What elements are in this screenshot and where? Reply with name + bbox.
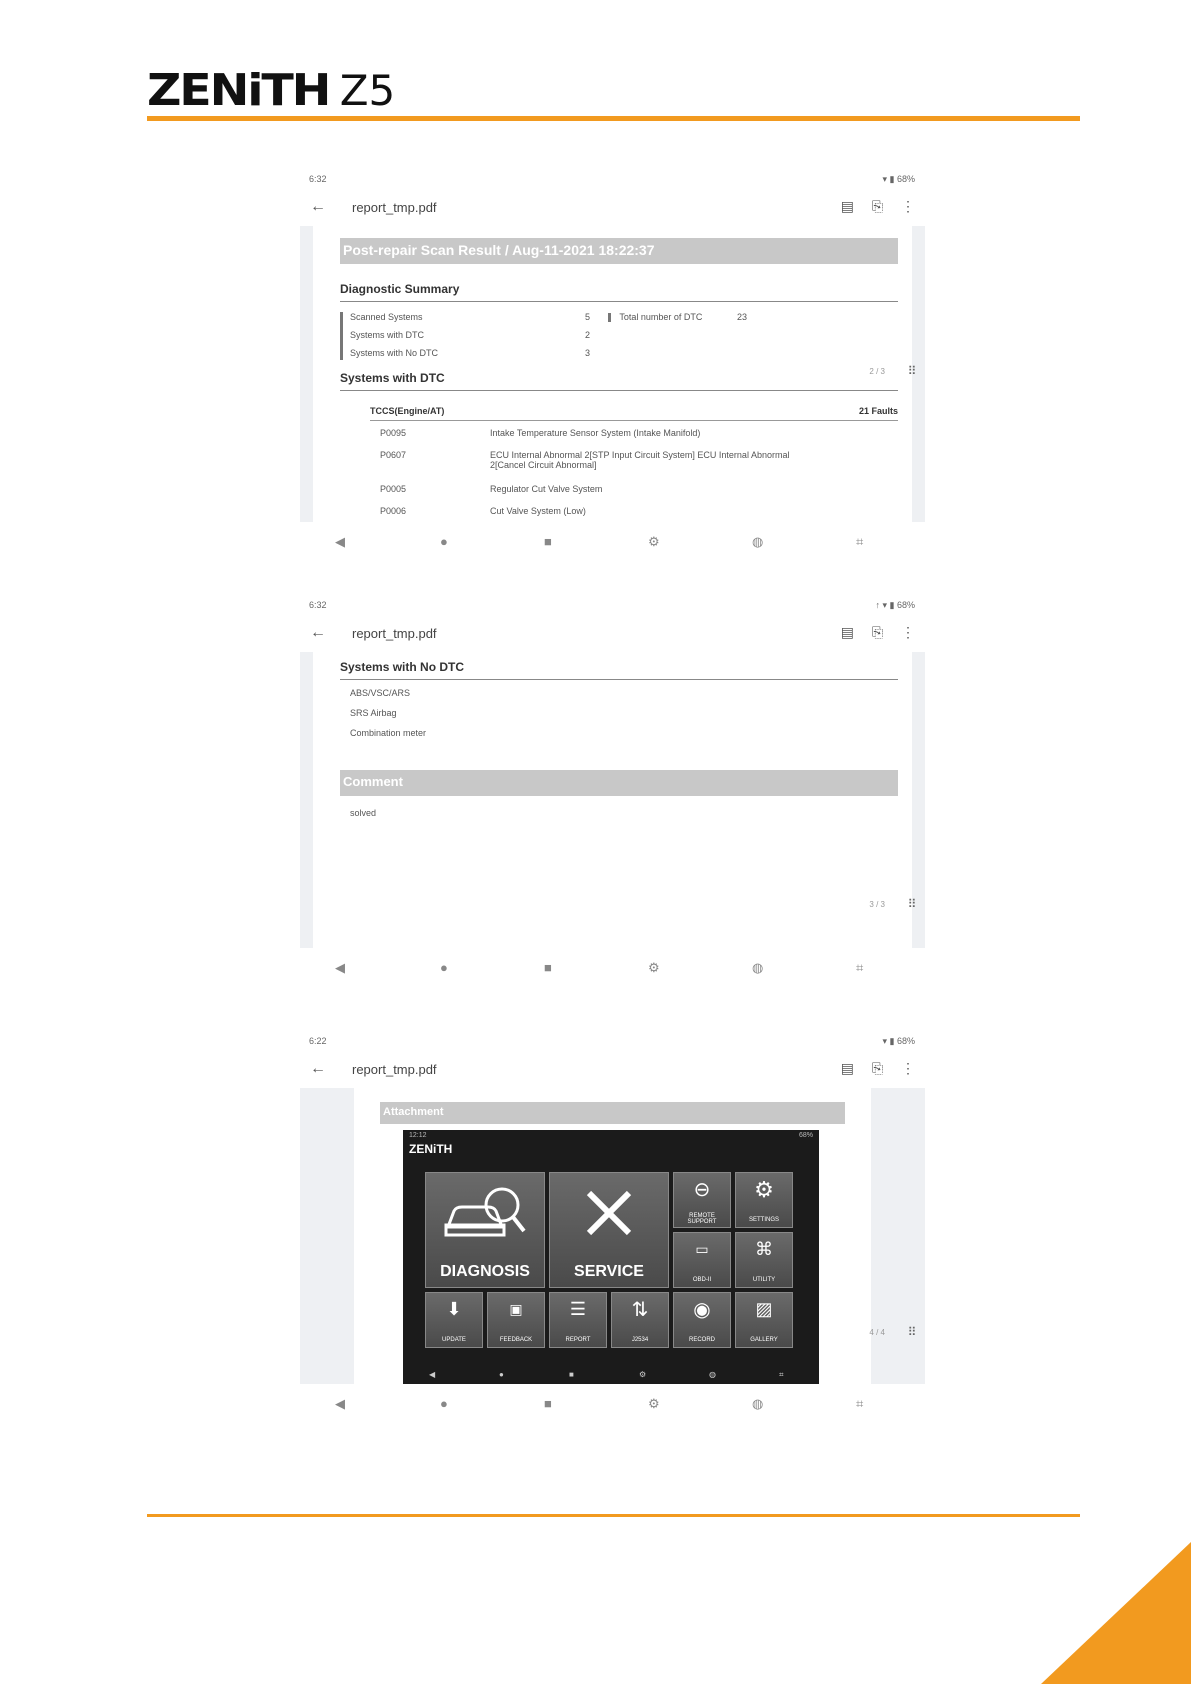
feedback-tile[interactable] (487, 1292, 545, 1348)
back-triangle-icon[interactable]: ◀ (429, 1370, 436, 1379)
utility-icon: ⌘ (755, 1239, 773, 1259)
nav-bar (300, 522, 925, 562)
no-dtc-item: Combination meter (350, 728, 427, 738)
logo-brand: ZENiTH (147, 65, 330, 116)
fault-code: P0005 (380, 484, 407, 494)
systems-no-dtc-heading: Systems with No DTC (340, 660, 898, 680)
home-dot-icon[interactable]: ● (499, 1370, 504, 1379)
attachment-bar: Attachment (380, 1102, 845, 1124)
home-dot-icon[interactable]: ● (440, 960, 448, 975)
file-name: report_tmp.pdf (352, 626, 437, 641)
summary-row (350, 348, 591, 358)
inner-brand: ZENiTH (409, 1142, 453, 1156)
screenshot-icon[interactable]: ⌗ (856, 1396, 864, 1411)
share-icon[interactable]: ⎘ (871, 1060, 884, 1076)
grip-icon[interactable]: ⠿ (907, 1325, 917, 1339)
tile-label: SERVICE (574, 1263, 644, 1280)
screenshot-3 (300, 1030, 925, 1426)
chrome-icon[interactable]: ◍ (709, 1370, 716, 1379)
tile-label: REPORT (565, 1337, 591, 1343)
app-bar (300, 616, 925, 652)
page-indicator: 4 / 4 (869, 1328, 885, 1337)
j2534-tile[interactable] (611, 1292, 669, 1348)
gallery-tile[interactable] (735, 1292, 793, 1348)
obd-icon: ▭ (695, 1241, 709, 1257)
gear-icon[interactable]: ⚙ (648, 1396, 660, 1411)
app-bar (300, 190, 925, 226)
fault-desc: Intake Temperature Sensor System (Intake Manifold) (490, 428, 701, 438)
pdf-page (354, 1088, 871, 1384)
settings-tile[interactable] (735, 1172, 793, 1228)
gear-icon[interactable]: ⚙ (648, 534, 660, 549)
fault-code: P0607 (380, 450, 407, 460)
fault-row (380, 506, 830, 516)
pdf-viewer[interactable] (300, 652, 925, 948)
grip-icon[interactable]: ⠿ (907, 364, 917, 378)
tile-label: UPDATE (442, 1337, 466, 1343)
fault-desc: Cut Valve System (Low) (490, 506, 586, 516)
status-bar (300, 594, 925, 616)
pdf-viewer[interactable] (300, 226, 925, 522)
remote-icon: ⊖ (693, 1179, 711, 1201)
total-dtc-label: Total number of DTC (619, 312, 703, 322)
nav-bar (300, 1384, 925, 1424)
summary-label: Scanned Systems (350, 312, 423, 322)
report-icon: ☰ (569, 1299, 587, 1319)
inner-nav-bar (403, 1366, 819, 1384)
more-vert-icon[interactable]: ⋮ (901, 624, 915, 640)
recents-square-icon[interactable]: ■ (544, 960, 552, 975)
page-indicator: 2 / 3 (869, 367, 885, 376)
record-tile[interactable] (673, 1292, 731, 1348)
back-triangle-icon[interactable]: ◀ (335, 534, 345, 549)
home-dot-icon[interactable]: ● (440, 534, 448, 549)
back-arrow-icon[interactable]: ← (310, 1060, 326, 1077)
screenshot-1 (300, 168, 925, 564)
log-icon: ▣ (509, 1301, 523, 1317)
fault-desc: ECU Internal Abnormal 2[STP Input Circuit System] ECU Internal Abnormal 2[Cancel Circuit Abnormal] (490, 450, 790, 470)
tile-label: UTILITY (752, 1277, 776, 1283)
back-triangle-icon[interactable]: ◀ (335, 960, 345, 975)
screenshot-2 (300, 594, 925, 990)
screenshot-icon[interactable]: ⌗ (856, 960, 864, 975)
comment-text: solved (350, 808, 377, 818)
system-header (370, 406, 898, 421)
chrome-icon[interactable]: ◍ (752, 1396, 764, 1411)
share-icon[interactable]: ⎘ (871, 624, 884, 640)
service-tile[interactable] (549, 1172, 669, 1288)
no-dtc-item: SRS Airbag (350, 708, 397, 718)
logo-model: Z5 (339, 66, 396, 115)
update-tile[interactable] (425, 1292, 483, 1348)
image-icon: ▨ (755, 1299, 773, 1319)
home-dot-icon[interactable]: ● (440, 1396, 448, 1411)
status-bar (300, 168, 925, 190)
system-name: TCCS(Engine/AT) (370, 406, 445, 416)
summary-row (350, 312, 591, 322)
inner-status-time: 12:12 (409, 1132, 427, 1139)
summary-value: 3 (585, 348, 591, 358)
document-icon[interactable]: ▤ (840, 1060, 855, 1076)
screenshot-icon[interactable]: ⌗ (779, 1370, 784, 1379)
back-arrow-icon[interactable]: ← (310, 198, 326, 215)
utility-tile[interactable] (735, 1232, 793, 1288)
comment-bar: Comment (340, 770, 898, 796)
inner-status-right: 68% (798, 1132, 813, 1139)
record-icon: ◉ (693, 1299, 711, 1321)
total-dtc (608, 312, 768, 322)
status-indicators: ▾ ▮ 68% (882, 174, 915, 184)
document-icon[interactable]: ▤ (840, 198, 855, 214)
diagnostic-summary-heading: Diagnostic Summary (340, 282, 898, 302)
back-triangle-icon[interactable]: ◀ (335, 1396, 345, 1411)
report-title-bar: Post-repair Scan Result / Aug-11-2021 18:22:37 (340, 238, 898, 264)
fault-row (380, 484, 830, 494)
arrows-icon: ⇅ (631, 1299, 649, 1321)
document-icon[interactable]: ▤ (840, 624, 855, 640)
download-icon: ⬇ (446, 1299, 462, 1319)
more-vert-icon[interactable]: ⋮ (901, 1060, 915, 1076)
gear-icon: ⚙ (754, 1177, 774, 1202)
tile-label: DIAGNOSIS (440, 1263, 530, 1280)
status-time: 6:32 (309, 600, 327, 610)
systems-with-dtc-heading: Systems with DTC (340, 371, 898, 391)
tile-label: RECORD (688, 1337, 715, 1343)
tile-label: SETTINGS (748, 1217, 779, 1223)
remote-support-tile[interactable] (673, 1172, 731, 1228)
pdf-page (313, 652, 912, 948)
tile-label: OBD-II (692, 1277, 712, 1283)
status-bar (300, 1030, 925, 1052)
tile-label: REMOTE SUPPORT (687, 1213, 717, 1225)
status-time: 6:32 (309, 174, 327, 184)
fault-row (380, 450, 830, 470)
report-tile[interactable] (549, 1292, 607, 1348)
footer-rule (147, 1514, 1080, 1517)
gear-icon[interactable]: ⚙ (639, 1370, 647, 1379)
total-dtc-value: 23 (737, 312, 748, 322)
summary-value: 2 (585, 330, 591, 340)
file-name: report_tmp.pdf (352, 1062, 437, 1077)
tile-label: J2534 (631, 1337, 649, 1343)
pdf-page (313, 226, 912, 522)
fault-code: P0006 (380, 506, 407, 516)
attachment-image (403, 1130, 819, 1384)
file-name: report_tmp.pdf (352, 200, 437, 215)
header-rule (147, 116, 1080, 121)
obd-tile[interactable] (673, 1232, 731, 1288)
no-dtc-item: ABS/VSC/ARS (350, 688, 411, 698)
nav-bar (300, 948, 925, 988)
summary-block (340, 312, 343, 360)
summary-label: Systems with No DTC (350, 348, 439, 358)
tools-icon (579, 1183, 639, 1243)
status-time: 6:22 (309, 1036, 327, 1046)
tile-label: GALLERY (750, 1337, 778, 1343)
app-bar (300, 1052, 925, 1088)
fault-code: P0095 (380, 428, 407, 438)
status-indicators: ▾ ▮ 68% (882, 1036, 915, 1046)
corner-triangle (1041, 1542, 1191, 1684)
summary-label: Systems with DTC (350, 330, 425, 340)
recents-square-icon[interactable]: ■ (544, 1396, 552, 1411)
fault-desc: Regulator Cut Valve System (490, 484, 603, 494)
more-vert-icon[interactable]: ⋮ (901, 198, 915, 214)
chrome-icon[interactable]: ◍ (752, 960, 764, 975)
back-arrow-icon[interactable]: ← (310, 624, 326, 641)
summary-row (350, 330, 591, 340)
fault-row (380, 428, 830, 438)
recents-square-icon[interactable]: ■ (569, 1370, 574, 1379)
screenshot-icon[interactable]: ⌗ (856, 534, 864, 549)
fault-count: 21 Faults (858, 406, 898, 416)
diagnosis-tile[interactable] (425, 1172, 545, 1288)
chrome-icon[interactable]: ◍ (752, 534, 764, 549)
grip-icon[interactable]: ⠿ (907, 897, 917, 911)
tile-label: FEEDBACK (499, 1337, 533, 1343)
recents-square-icon[interactable]: ■ (544, 534, 552, 549)
pdf-viewer[interactable] (300, 1088, 925, 1384)
share-icon[interactable]: ⎘ (871, 198, 884, 214)
page-indicator: 3 / 3 (869, 900, 885, 909)
car-search-icon (440, 1183, 530, 1243)
gear-icon[interactable]: ⚙ (648, 960, 660, 975)
zenith-logo (147, 65, 396, 116)
summary-value: 5 (585, 312, 591, 322)
status-indicators: ↑ ▾ ▮ 68% (875, 600, 915, 610)
